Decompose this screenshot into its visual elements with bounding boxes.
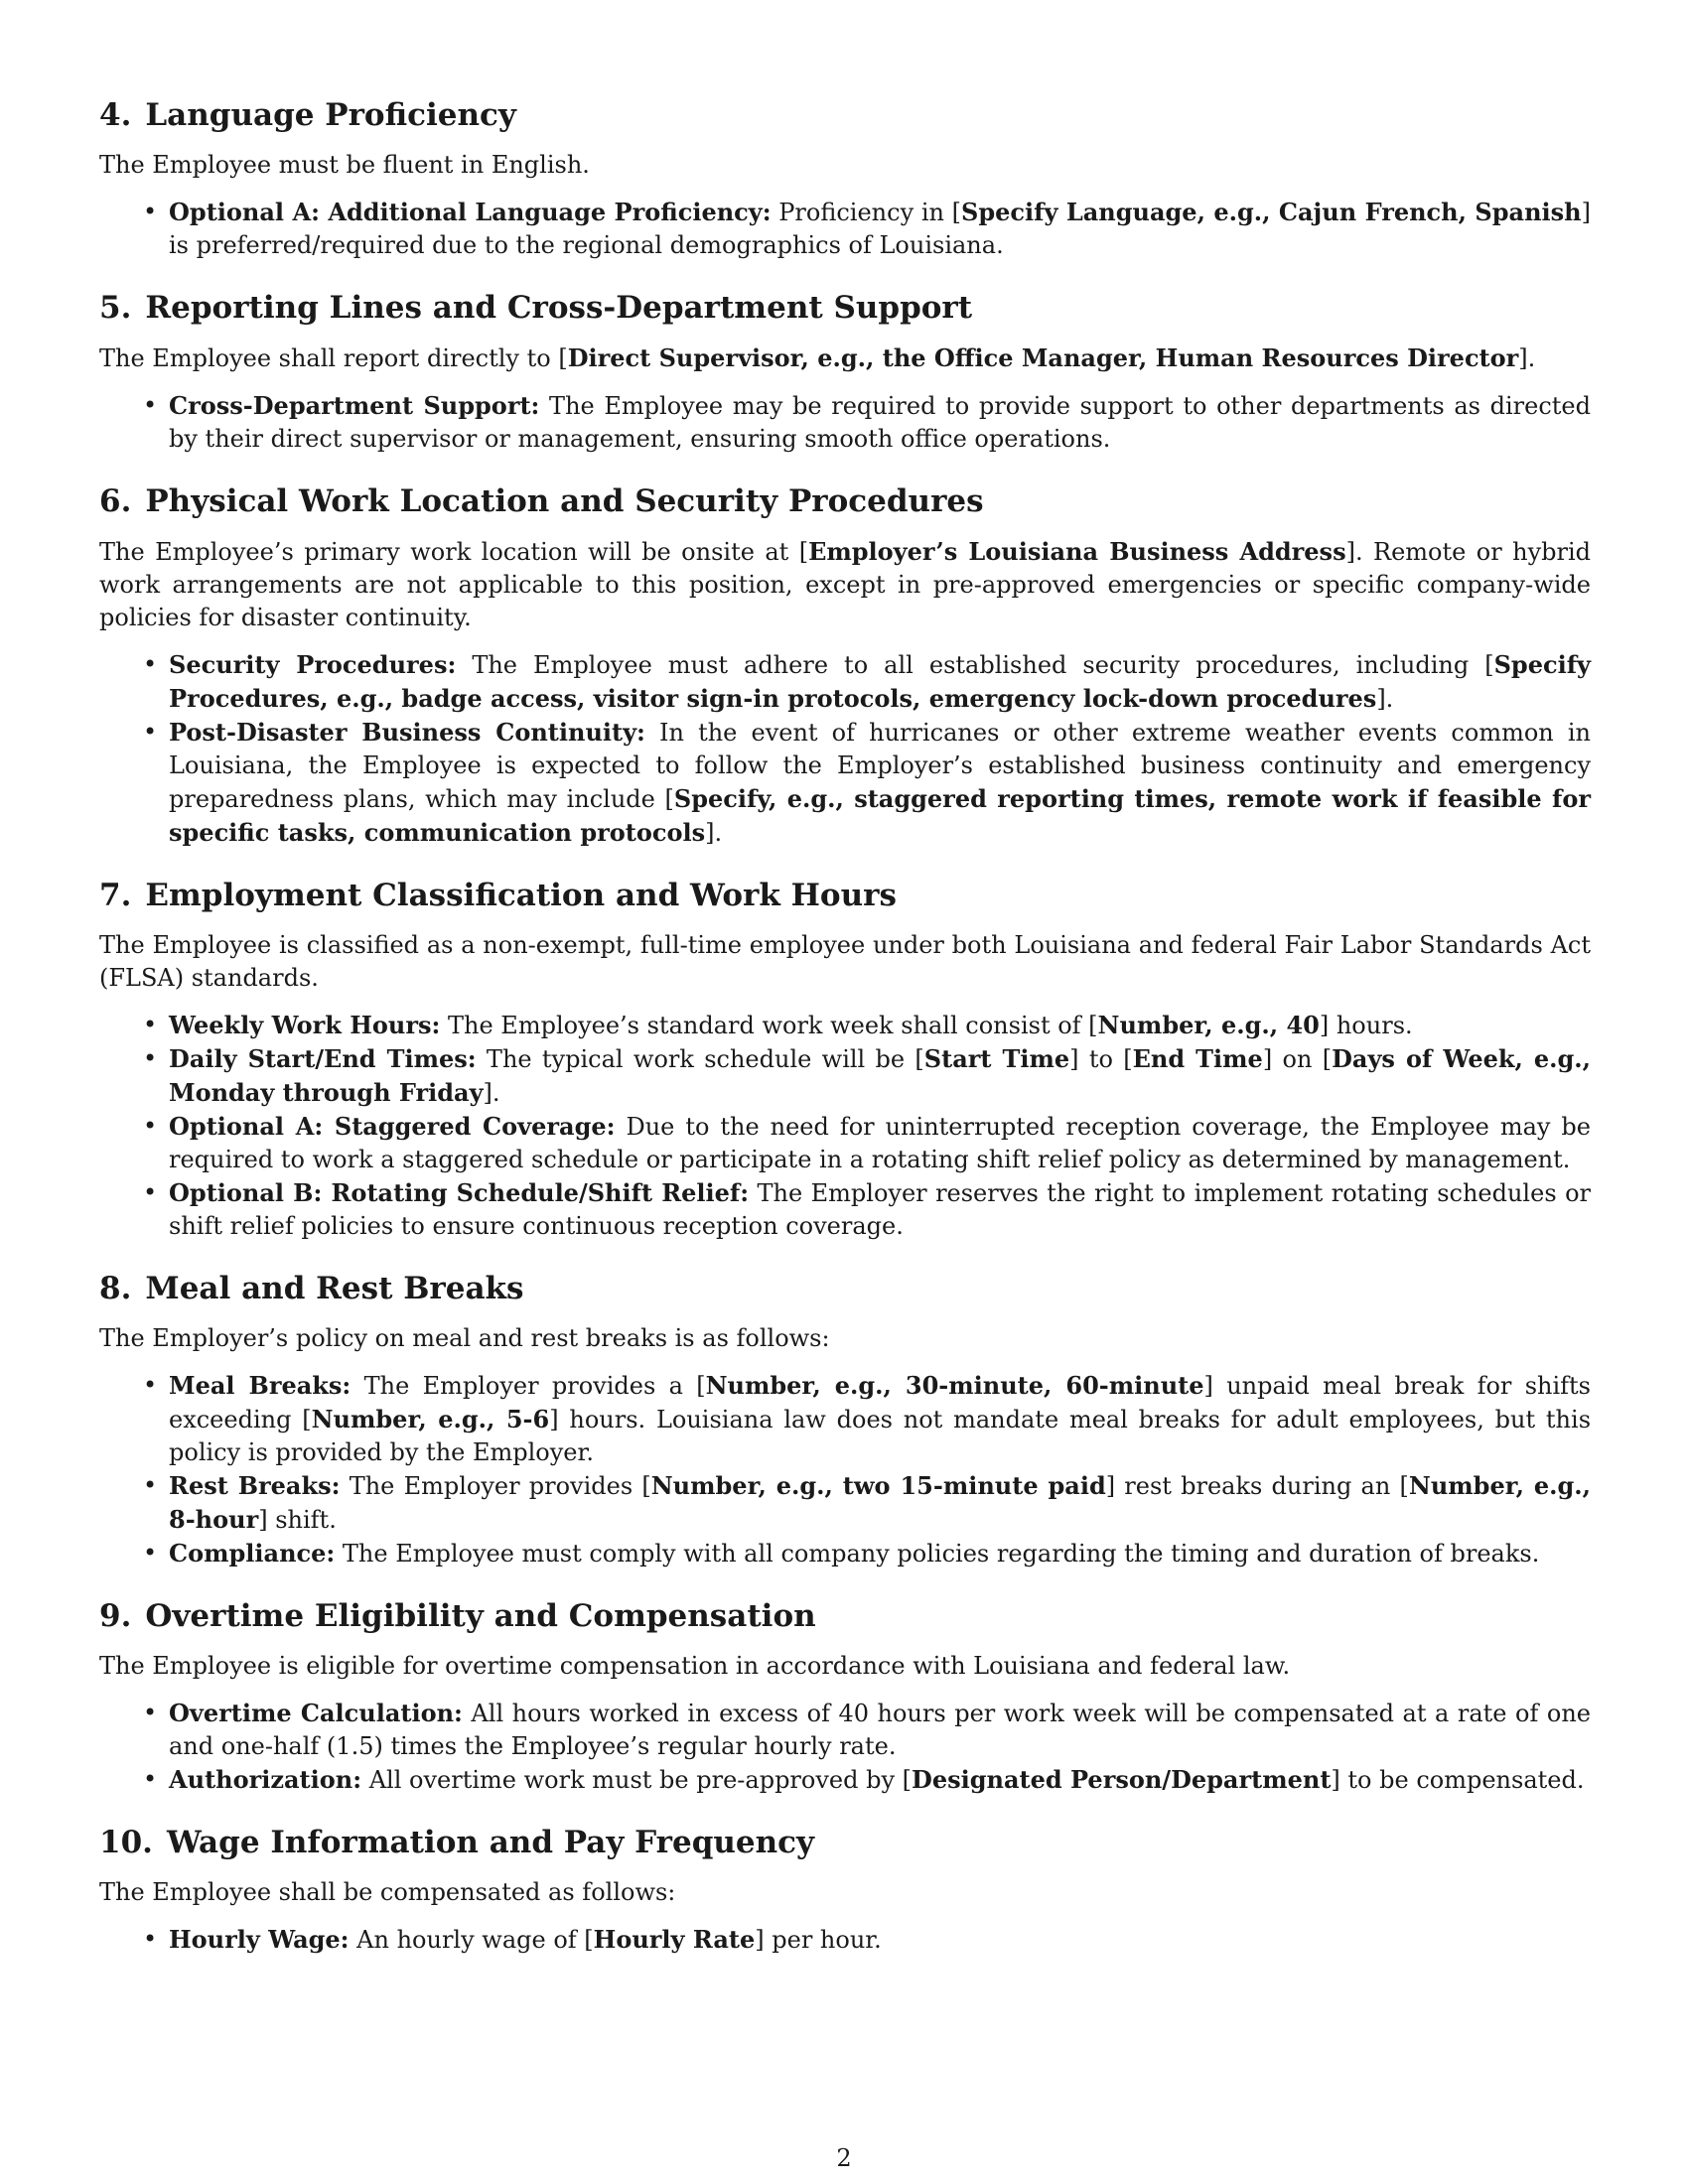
bullet-list (99, 1697, 1591, 1797)
text-run: ] is preferred/required due to the regional demographics of Louisiana. (169, 199, 1591, 259)
section-intro (99, 149, 1591, 182)
section-title: Overtime Eligibility and Compensation (145, 1598, 816, 1634)
section-intro (99, 535, 1591, 634)
section-7 (99, 876, 1591, 1243)
section-heading (99, 876, 1591, 915)
section-title: Meal and Rest Breaks (145, 1271, 524, 1306)
text-run: Due to the need for uninterrupted reception coverage, the Employee may be required to work a staggered schedule or participate in a rotating shift relief policy as determined by management. (169, 1113, 1592, 1173)
text-run: All hours worked in excess of 40 hours per work week will be compensated at a rate of one and one-half (1.5) times the Employee’s regular hourly rate. (169, 1700, 1591, 1760)
section-number: 5. (99, 290, 132, 326)
section-intro (99, 1876, 1591, 1909)
section-heading (99, 481, 1591, 521)
section-intro (99, 341, 1591, 375)
text-run: ]. Remote or hybrid work arrangements are not applicable to this position, except in pre-approved emergencies or specific company-wide policies for disaster continuity. (99, 538, 1591, 631)
bullet-list (99, 1009, 1591, 1243)
bold-text: Employer’s Louisiana Business Address (808, 537, 1346, 566)
list-item (169, 196, 1591, 262)
text-run: The Employee may be required to provide support to other departments as directed by their direct supervisor or management, ensuring smooth office operations. (169, 392, 1591, 453)
text-run: All overtime work must be pre-approved by [ (361, 1766, 913, 1794)
bold-text: Hourly Rate (593, 1925, 756, 1954)
page-number: 2 (836, 2144, 852, 2172)
section-title: Reporting Lines and Cross-Department Support (145, 290, 973, 326)
text-run: ] to [ (1069, 1045, 1133, 1073)
section-number: 7. (99, 878, 132, 913)
text-run: The Employee’s standard work week shall consist of [ (440, 1012, 1098, 1039)
section-heading (99, 1596, 1591, 1636)
bold-text: Specify Language, e.g., Cajun French, Spanish (961, 198, 1582, 226)
text-run: ]. (1518, 344, 1536, 372)
text-run: The Employee is eligible for overtime compensation in accordance with Louisiana and federal law. (99, 1652, 1291, 1680)
section-title: Language Proficiency (145, 97, 516, 133)
list-item (169, 1110, 1591, 1176)
section-number: 9. (99, 1598, 132, 1634)
section-number: 8. (99, 1271, 132, 1306)
list-item (169, 1176, 1591, 1243)
bold-text: Designated Person/Department (912, 1765, 1332, 1794)
bold-text: Number, e.g., 40 (1097, 1011, 1320, 1039)
text-run: ] shift. (258, 1506, 337, 1534)
bold-text: Hourly Wage: (169, 1925, 350, 1954)
bullet-list (99, 196, 1591, 262)
list-item (169, 1537, 1591, 1570)
section-heading (99, 1823, 1591, 1862)
section-number: 6. (99, 483, 132, 519)
section-heading (99, 95, 1591, 135)
text-run: The Employer provides [ (340, 1472, 651, 1500)
text-run: ] on [ (1262, 1045, 1333, 1073)
section-number: 4. (99, 97, 132, 133)
section-heading (99, 1269, 1591, 1308)
bold-text: Specify Procedures, e.g., badge access, visitor sign-in protocols, emergency lock-down procedures (169, 650, 1591, 713)
bullet-list (99, 1369, 1591, 1570)
section-title: Wage Information and Pay Frequency (166, 1825, 815, 1860)
bold-text: Authorization: (169, 1765, 362, 1794)
text-run: ]. (483, 1079, 500, 1107)
section-number: 10. (99, 1825, 153, 1860)
list-item (169, 1763, 1591, 1797)
text-run: The Employee shall be compensated as follows: (99, 1878, 676, 1906)
bold-text: Rest Breaks: (169, 1471, 341, 1500)
list-item (169, 1369, 1591, 1469)
list-item (169, 389, 1591, 456)
text-run: ] unpaid meal break for shifts exceeding [ (169, 1372, 1591, 1433)
text-run: ] rest breaks during an [ (1105, 1472, 1409, 1500)
bold-text: Number, e.g., 30-minute, 60-minute (705, 1371, 1204, 1400)
bold-text: End Time (1132, 1044, 1263, 1073)
text-run: The typical work schedule will be [ (476, 1045, 924, 1073)
section-title: Employment Classification and Work Hours (145, 878, 897, 913)
bullet-list (99, 648, 1591, 850)
bold-text: Number, e.g., two 15-minute paid (650, 1471, 1106, 1500)
sections-container (99, 95, 1591, 1957)
text-run: The Employee must be fluent in English. (99, 151, 590, 179)
list-item (169, 1697, 1591, 1763)
section-heading (99, 288, 1591, 328)
text-run: The Employee’s primary work location will be onsite at [ (99, 538, 809, 566)
text-run: ]. (705, 819, 723, 847)
section-5 (99, 288, 1591, 456)
bold-text: Optional A: Additional Language Proficiency: (169, 198, 772, 226)
text-run: ] to be compensated. (1331, 1766, 1585, 1794)
section-4 (99, 95, 1591, 262)
bold-text: Optional A: Staggered Coverage: (169, 1112, 616, 1141)
bold-text: Days of Week, e.g., Monday through Friday (169, 1044, 1591, 1107)
section-9 (99, 1596, 1591, 1797)
text-run: The Employee must comply with all company policies regarding the timing and duration of breaks. (335, 1540, 1540, 1568)
section-10 (99, 1823, 1591, 1957)
text-run: Proficiency in [ (771, 199, 962, 226)
bold-text: Post-Disaster Business Continuity: (169, 718, 645, 747)
text-run: ] per hour. (755, 1926, 882, 1954)
bold-text: Overtime Calculation: (169, 1699, 463, 1727)
text-run: The Employer reserves the right to implement rotating schedules or shift relief policies to ensure continuous reception coverage. (169, 1179, 1591, 1240)
text-run: The Employer’s policy on meal and rest breaks is as follows: (99, 1324, 830, 1352)
text-run: An hourly wage of [ (349, 1926, 594, 1954)
bold-text: Number, e.g., 5-6 (311, 1405, 550, 1433)
list-item (169, 1042, 1591, 1110)
bold-text: Specify, e.g., staggered reporting times, remote work if feasible for specific tasks, communication protocols (169, 784, 1592, 847)
bold-text: Compliance: (169, 1539, 336, 1568)
text-run: The Employee shall report directly to [ (99, 344, 568, 372)
text-run: The Employee must adhere to all established security procedures, including [ (456, 651, 1494, 679)
section-intro (99, 929, 1591, 995)
list-item (169, 648, 1591, 716)
section-6 (99, 481, 1591, 850)
text-run: ] hours. (1319, 1012, 1413, 1039)
text-run: ]. (1376, 685, 1394, 713)
document-page (99, 95, 1591, 1982)
bold-text: Cross-Department Support: (169, 391, 540, 420)
text-run: The Employee is classified as a non-exempt, full-time employee under both Louisiana and federal Fair Labor Standards Act (FLSA) standards. (99, 931, 1591, 992)
text-run: ] hours. Louisiana law does not mandate meal breaks for adult employees, but this policy is provided by the Employer. (169, 1406, 1592, 1466)
bold-text: Direct Supervisor, e.g., the Office Manager, Human Resources Director (567, 343, 1519, 372)
text-run: The Employer provides a [ (351, 1372, 706, 1400)
bullet-list (99, 1923, 1591, 1957)
list-item (169, 716, 1591, 850)
section-intro (99, 1322, 1591, 1355)
bold-text: Optional B: Rotating Schedule/Shift Relief: (169, 1178, 750, 1207)
list-item (169, 1923, 1591, 1957)
bold-text: Start Time (923, 1044, 1070, 1073)
bold-text: Security Procedures: (169, 650, 457, 679)
bold-text: Meal Breaks: (169, 1371, 352, 1400)
section-8 (99, 1269, 1591, 1570)
section-title: Physical Work Location and Security Procedures (145, 483, 984, 519)
bold-text: Number, e.g., 8-hour (169, 1471, 1592, 1534)
bullet-list (99, 389, 1591, 456)
list-item (169, 1009, 1591, 1042)
list-item (169, 1469, 1591, 1537)
section-intro (99, 1650, 1591, 1683)
bold-text: Daily Start/End Times: (169, 1044, 477, 1073)
text-run: In the event of hurricanes or other extreme weather events common in Louisiana, the Employee is expected to follow the Employer’s established business continuity and emergency preparedness plans, which may include [ (169, 719, 1591, 813)
bold-text: Weekly Work Hours: (169, 1011, 441, 1039)
